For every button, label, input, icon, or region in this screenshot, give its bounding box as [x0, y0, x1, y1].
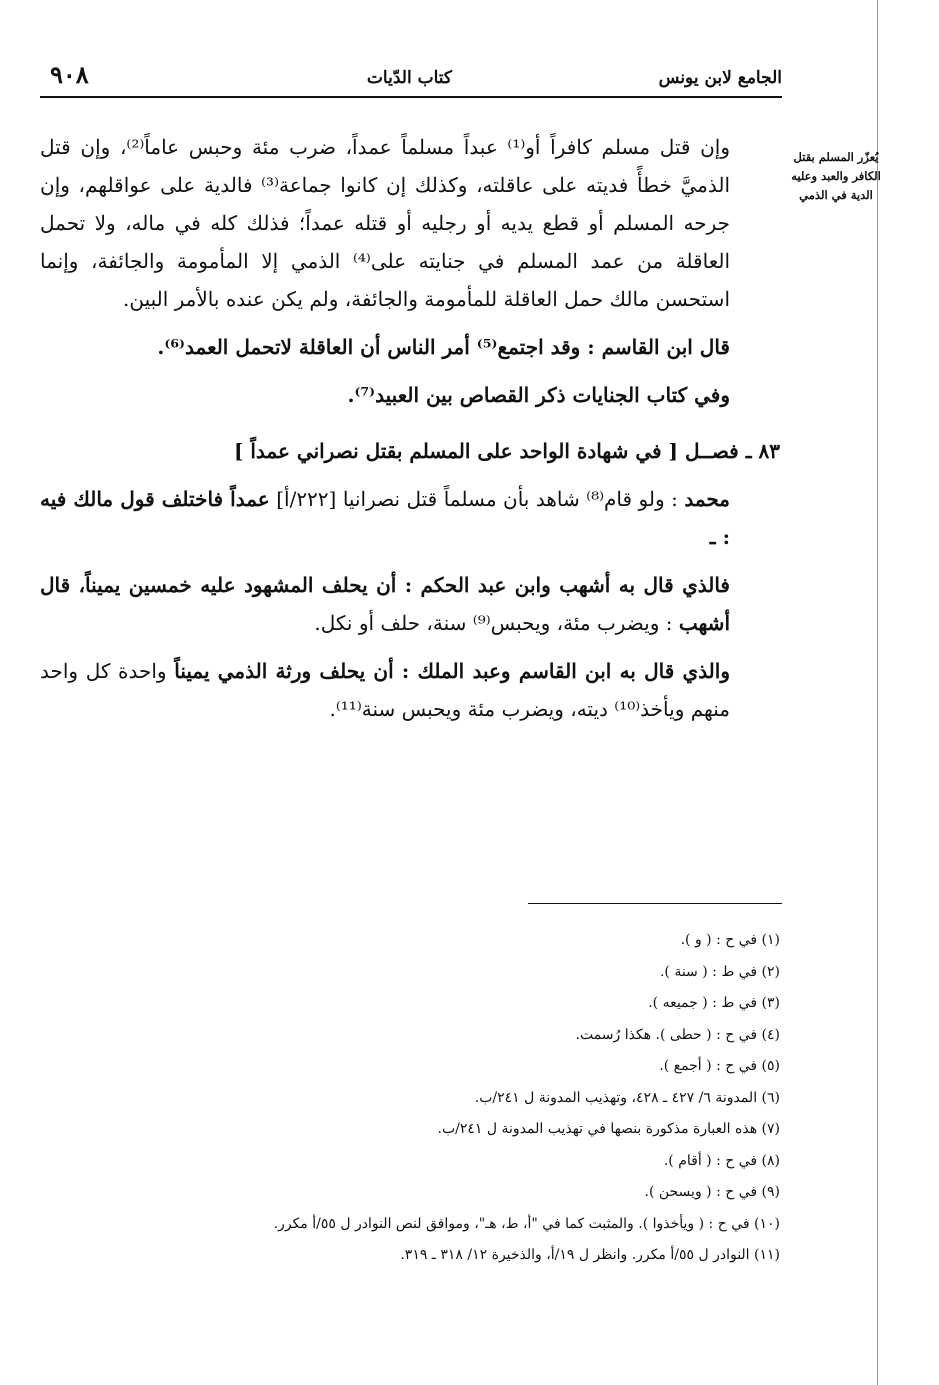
chapter-title: كتاب الدّيات [366, 68, 452, 88]
header-rule [40, 96, 782, 98]
paragraph-ibn-alqasim-2-bold: والذي قال به ابن القاسم وعبد الملك : أن يحلف ورثة الذمي يميناً [174, 659, 730, 683]
paragraph-ashhab-text: : ويضرب مئة، ويحبس⁽⁹⁾ سنة، حلف أو نكل. [314, 611, 679, 635]
footnote: (٢) في ط : ( سنة ). [659, 963, 780, 980]
footnote: (٧) هذه العبارة مذكورة بنصها في تهذيب المدونة ل ٢٤١/ب. [437, 1121, 780, 1137]
paragraph-muhammad-end: عمداً فاختلف قول مالك فيه : ـ [40, 487, 730, 549]
paragraph-ibn-alqasim: قال ابن القاسم : وقد اجتمع⁽⁵⁾ أمر الناس أن العاقلة لاتحمل العمد⁽⁶⁾. [157, 335, 730, 359]
section-heading: ٨٣ ـ فصــل [ في شهادة الواحد على المسلم بقتل نصراني عمداً ] [233, 439, 780, 463]
main-text [40, 128, 780, 728]
paragraph-ibn-alqasim-2-text: واحدة كل واحد منهم ويأخذ⁽¹⁰⁾ ديته، ويضرب مئة ويحبس سنة⁽¹¹⁾. [40, 659, 730, 721]
margin-note: يُعزّر المسلم بقتل الكافر والعبد وعليه الدية في الذمي [791, 150, 881, 202]
page-number: ٩٠٨ [50, 60, 89, 89]
paragraph-muhammad [40, 480, 780, 556]
speaker-name: محمد [684, 487, 731, 511]
paragraph-jinayat: وفي كتاب الجنايات ذكر القصاص بين العبيد⁽⁷⁾. [347, 383, 730, 407]
paragraph-muhammad-text: : ولو قام⁽⁸⁾ شاهد بأن مسلماً قتل نصرانيا [٢٢٢/أ] [269, 487, 685, 511]
footnote: (٤) في ح : ( حطى ). هكذا رُسمت. [575, 1026, 780, 1043]
running-header [40, 58, 782, 98]
footnote: (٦) المدونة ٦/ ٤٢٧ ـ ٤٢٨، وتهذيب المدونة ل ٢٤١/ب. [474, 1089, 780, 1106]
footnotes [80, 925, 780, 1272]
book-title: الجامع لابن يونس [658, 68, 782, 88]
footnote: (١) في ح : ( و ). [680, 932, 780, 948]
footnote: (١٠) في ح : ( ويأخذوا ). والمثبت كما في "أ، ط، هـ"، وموافق لنص النوادر ل ٥٥/أ مكرر. [273, 1215, 780, 1232]
paragraph-ibn-alqasim-2 [40, 652, 780, 728]
paragraph-ashhab [40, 566, 780, 642]
footnote: (٣) في ط : ( جميعه ). [648, 995, 780, 1011]
footnote-rule [528, 903, 782, 904]
footnote: (٩) في ح : ( ويسحن ). [644, 1184, 780, 1200]
footnote: (٨) في ح : ( أقام ). [663, 1152, 780, 1169]
page-edge-line [877, 0, 878, 1385]
footnote: (٥) في ح : ( أجمع ). [659, 1058, 780, 1074]
paragraph-1: وإن قتل مسلم كافراً أو⁽¹⁾ عبداً مسلماً عمداً، ضرب مئة وحبس عاماً⁽²⁾، وإن قتل الذميَّ خطأً فديته على عاقلته، وكذلك إن كانوا جماعة⁽³⁾ فالدية على عواقلهم، وإن جرحه المسلم أو قطع يديه أو رجليه أو قتله عمداً؛ فذلك كله في ماله، ولا تحمل العاقلة من عمد المسلم في جنايته على⁽⁴⁾ الذمي إلا المأمومة والجائفة، وإنما استحسن مالك حمل العاقلة للمأمومة والجائفة، ولم يكن عنده بالأمر البين. [40, 135, 731, 311]
footnote: (١١) النوادر ل ٥٥/أ مكرر. وانظر ل ١٩/أ، والذخيرة ١٢/ ٣١٨ ـ ٣١٩. [400, 1247, 780, 1263]
paragraph-ashhab-bold: فالذي قال به أشهب وابن عبد الحكم : أن يحلف المشهود عليه خمسين يميناً، قال أشهب [40, 573, 730, 635]
